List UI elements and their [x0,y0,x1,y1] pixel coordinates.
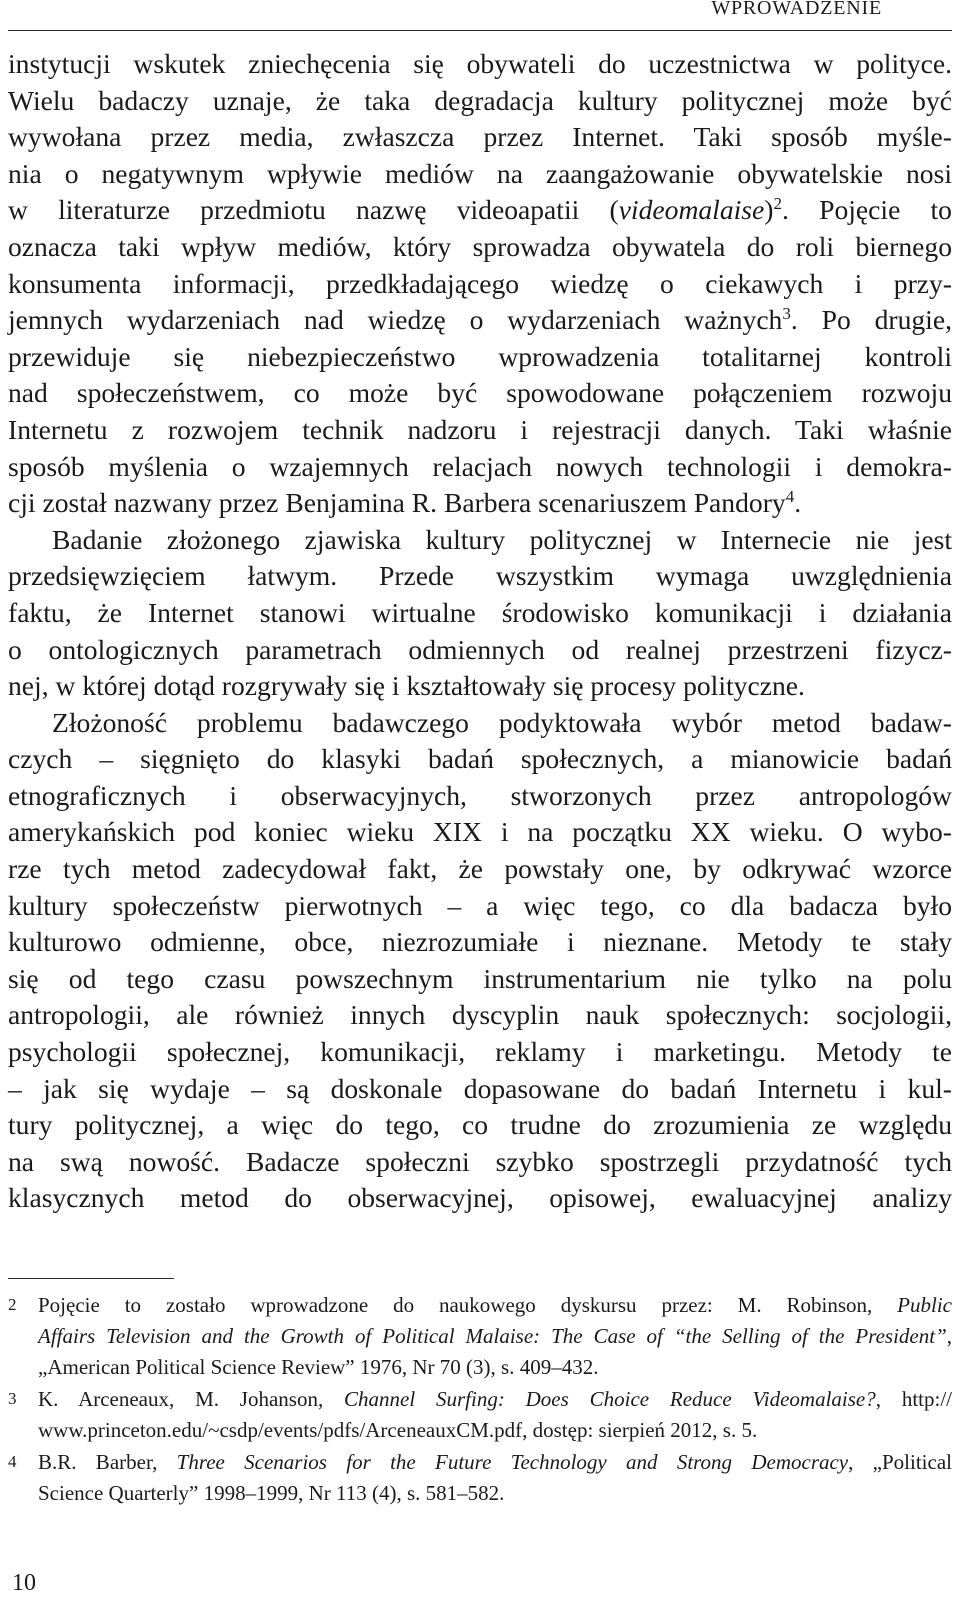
footnote-text: , „Political [848,1450,952,1474]
footnote-link[interactable]: , http:// [875,1387,952,1411]
body-text-segment: Badanie złożonego zjawiska kultury politycznej w Internecie nie jest [52,523,952,555]
body-text-segment: przewiduje się niebezpieczeństwo wprowadzenia totalitarnej kontroli [8,340,952,372]
body-text-segment: na swą nowość. Badacze społeczni szybko spostrzegli przydatność tych [8,1145,952,1177]
footnotes [8,1290,952,1510]
footnote-2 [8,1290,952,1383]
body-text-segment: nad społeczeństwem, co może być spowodowane połączeniem rozwoju [8,377,952,409]
footnote-text: Science Quarterly” 1998–1999, Nr 113 (4), s. 581–582. [38,1481,505,1505]
footnote-3 [8,1384,952,1446]
body-text-segment: . Pojęcie to [782,194,952,226]
footnote-ref-4[interactable]: 4 [785,486,795,506]
body-text-segment: Wielu badaczy uznaje, że taka degradacja kultury politycznej może być [8,84,952,116]
body-text-segment: sposób myślenia o wzajemnych relacjach nowych technologii i demokra- [8,450,952,482]
footnote-mark: 2 [8,1295,17,1314]
running-head: WPROWADZENIE [711,0,882,19]
italic-term: videomalaise [618,194,765,226]
body-text-segment: kulturowo odmienne, obce, niezrozumiałe i nieznane. Metody te stały [8,926,952,958]
footnote-separator [8,1278,174,1279]
body-text-segment: . Po drugie, [790,304,952,336]
body-text-segment: ) [764,194,774,226]
page-number: 10 [12,1570,36,1596]
body-text-segment: w literaturze przedmiotu nazwę videoapatii ( [8,194,619,226]
footnote-mark: 4 [8,1452,17,1471]
footnote-title: Affairs Television and the Growth of Political Malaise: The Case of “the Selling of the President” [38,1324,947,1348]
footnote-text: Pojęcie to zostało wprowadzone do naukowego dyskursu przez: M. Robinson, [38,1293,898,1317]
body-text-segment: nej, w której dotąd rozgrywały się i kształtowały się procesy polityczne. [8,670,805,702]
body-text-segment: o ontologicznych parametrach odmiennych od realnej przestrzeni fizycz- [8,633,952,665]
body-text-segment: tury politycznej, a więc do tego, co trudne do zrozumienia ze względu [8,1109,952,1141]
header-rule [8,30,952,31]
body-text-segment: instytucji wskutek zniechęcenia się obywateli do uczestnictwa w polityce. [8,48,952,79]
body-text-segment: Internetu z rozwojem technik nadzoru i rejestracji danych. Taki właśnie [8,413,952,445]
footnote-text: K. Arceneaux, M. Johanson, [38,1387,345,1411]
body-text-segment: konsumenta informacji, przedkładającego wiedzę o ciekawych i przy- [8,267,952,299]
body-text-segment: wywołana przez media, zwłaszcza przez Internet. Taki sposób myśle- [8,121,952,153]
body-text-segment: jemnych wydarzeniach nad wiedzę o wydarzeniach ważnych [8,304,783,336]
body-text-segment: antropologii, ale również innych dyscyplin nauk społecznych: socjologii, [8,999,952,1031]
footnote-title: Three Scenarios for the Future Technology and Strong Democracy [176,1450,849,1474]
body-text-segment: nia o negatywnym wpływie mediów na zaangażowanie obywatelskie nosi [8,157,952,189]
body-text-segment: – jak się wydaje – są doskonale dopasowane do badań Internetu i kul- [8,1072,952,1104]
body-text-segment: przedsięwzięciem łatwym. Przede wszystkim wymaga uwzględnienia [8,560,952,592]
body-text-segment: czych – sięgnięto do klasyki badań społecznych, a mianowicie badań [8,743,952,775]
body-text-segment: psychologii społecznej, komunikacji, reklamy i marketingu. Metody te [8,1036,952,1068]
body-text-segment: rze tych metod zadecydował fakt, że powstały one, by odkrywać wzorce [8,853,952,885]
footnote-text: „American Political Science Review” 1976, Nr 70 (3), s. 409–432. [38,1355,599,1379]
body-text-segment: . [794,487,802,519]
body-text-segment: oznacza taki wpływ mediów, który sprowadza obywatela do roli biernego [8,230,952,262]
footnote-text: , [946,1324,952,1348]
footnote-title: Channel Surfing: Does Choice Reduce Videomalaise? [344,1387,876,1411]
footnote-text: B.R. Barber, [38,1450,177,1474]
footnote-4 [8,1447,952,1509]
body-text-segment: klasycznych metod do obserwacyjnej, opisowej, ewaluacyjnej analizy [8,1182,952,1214]
body-text-segment: cji został nazwany przez Benjamina R. Barbera scenariuszem Pandory [8,487,786,519]
footnote-link[interactable]: www.princeton.edu/~csdp/events/pdfs/ArceneauxCM.pdf, dostęp: sierpień 2012, s. 5. [38,1418,758,1442]
footnote-mark: 3 [8,1389,17,1408]
body-text-segment: faktu, że Internet stanowi wirtualne środowisko komunikacji i działania [8,596,952,628]
footnote-ref-3[interactable]: 3 [782,303,791,323]
body-text-segment: się od tego czasu powszechnym instrumentarium nie tylko na polu [8,962,952,994]
body-text [8,46,952,1217]
body-text-segment: etnograficznych i obserwacyjnych, stworzonych przez antropologów [8,779,952,811]
body-text-segment: kultury społeczeństw pierwotnych – a więc tego, co dla badacza było [8,889,952,921]
body-text-segment: Złożoność problemu badawczego podyktowała wybór metod badaw- [52,706,952,738]
footnote-ref-2[interactable]: 2 [773,194,782,214]
footnote-title: Public [897,1293,952,1317]
body-text-segment: amerykańskich pod koniec wieku XIX i na początku XX wieku. O wybo- [8,816,952,848]
